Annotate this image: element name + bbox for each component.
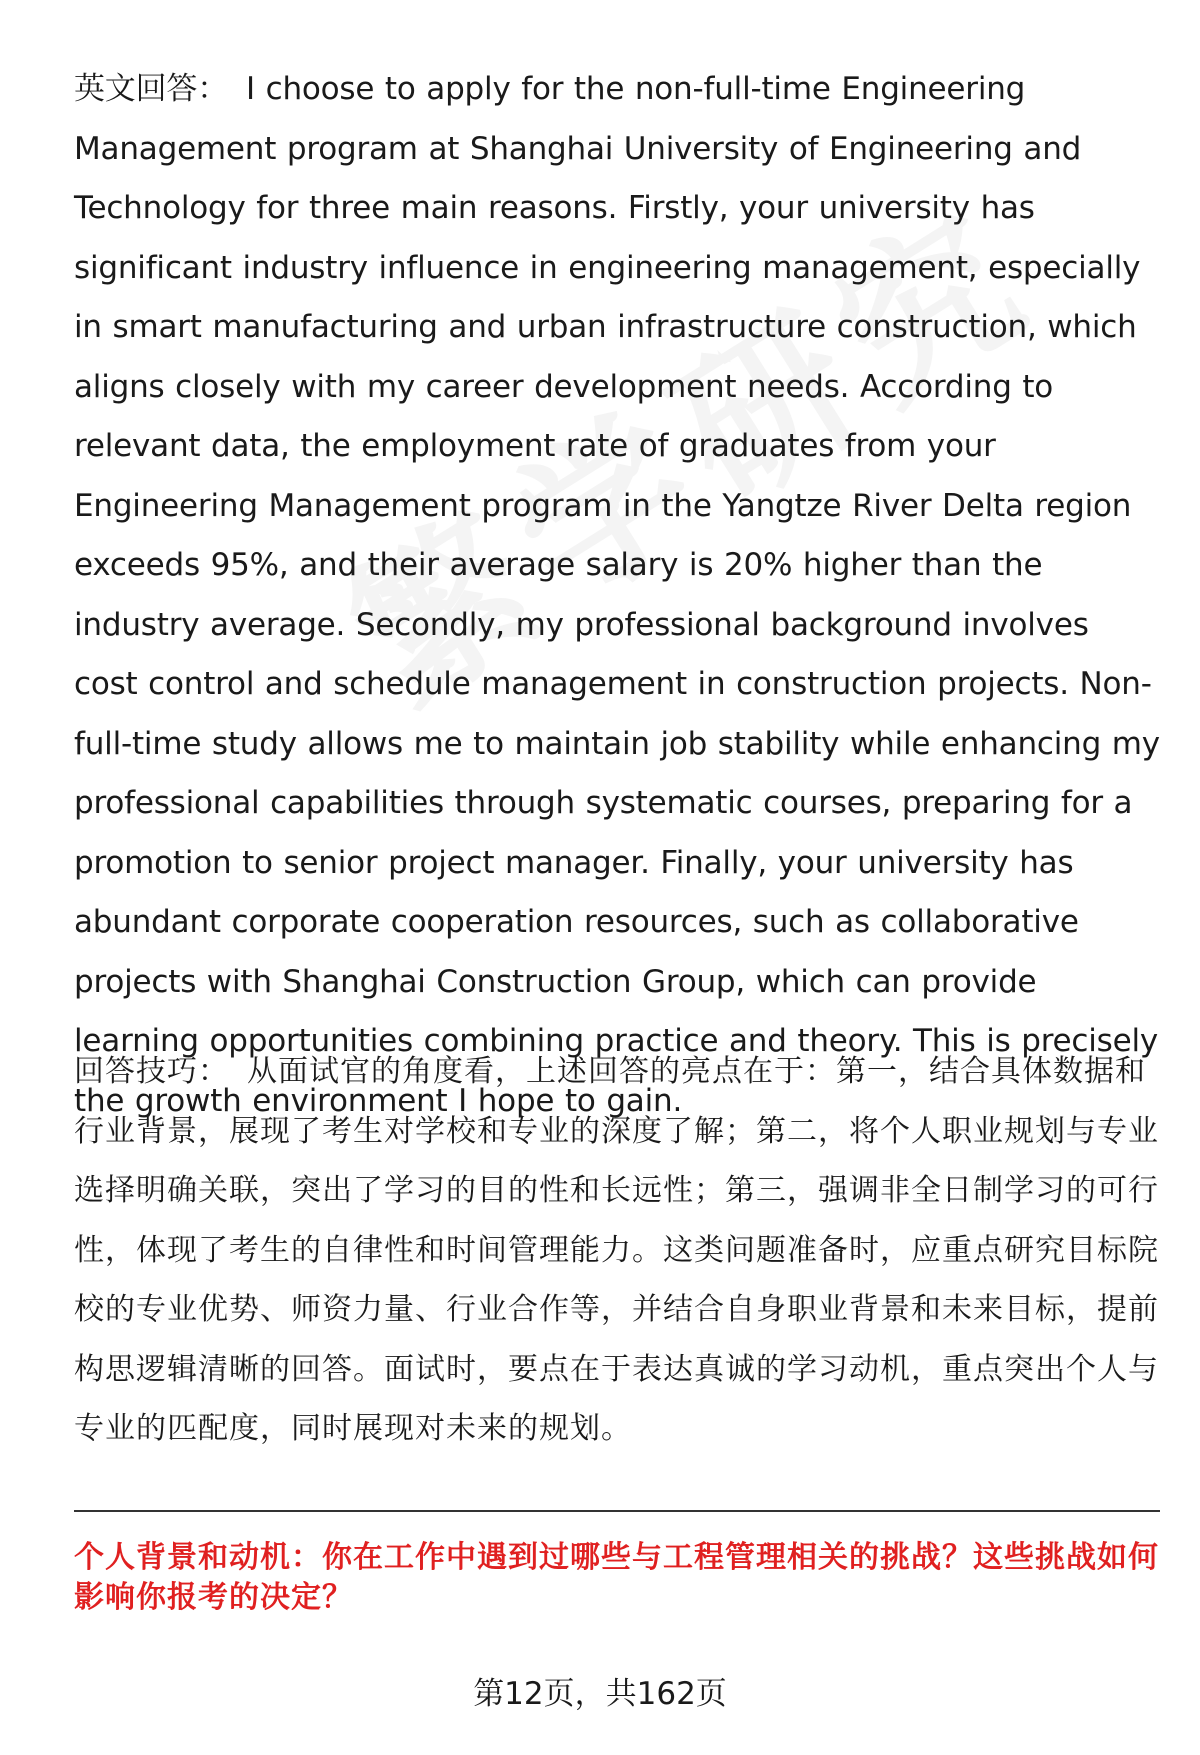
answer-tips-text: 从面试官的角度看，上述回答的亮点在于：第一，结合具体数据和行业背景，展现了考生对学校和专业的深度了解；第二，将个人职业规划与专业选择明确关联，突出了学习的目的性和长远性；第三，强调非全日制学习的可行性，体现了考生的自律性和时间管理能力。这类问题准备时，应重点研究目标院校的专业优势、师资力量、行业合作等，并结合自身职业背景和未来目标，提前构思逻辑清晰的回答。面试时，要点在于表达真诚的学习动机，重点突出个人与专业的匹配度，同时展现对未来的规划。: [74, 1054, 1159, 1446]
answer-tips-paragraph: [74, 1042, 1160, 1459]
page-number-footer: 第12页，共162页: [473, 1676, 727, 1712]
answer-tips-label: 回答技巧：: [74, 1054, 229, 1089]
english-answer-label: 英文回答：: [74, 71, 228, 107]
english-answer-text: I choose to apply for the non-full-time Engineering Management program at Shanghai University of Engineering and Technology for three main reasons. Firstly, your university has significant industry influence in engineering management, especially in smart manufacturing and urban infrastructure construction, which aligns closely with my career development needs. According to relevant data, the employment rate of graduates from your Engineering Management program in the Yangtze River Delta region exceeds 95%, and their average salary is 20% higher than the industry average. Secondly, my professional background involves cost control and schedule management in construction projects. Non-full-time study allows me to maintain job stability while enhancing my professional capabilities through systematic courses, preparing for a promotion to senior project manager. Finally, your university has abundant corporate cooperation resources, such as collaborative projects with Shanghai Construction Group, which can provide learning opportunities combining practice and theory. This is precisely the growth environment I hope to gain.: [74, 71, 1160, 1119]
english-answer-paragraph: [74, 60, 1160, 1131]
section-divider: [74, 1510, 1160, 1512]
next-question-heading: 个人背景和动机：你在工作中遇到过哪些与工程管理相关的挑战？这些挑战如何影响你报考的决定？: [74, 1540, 1159, 1615]
